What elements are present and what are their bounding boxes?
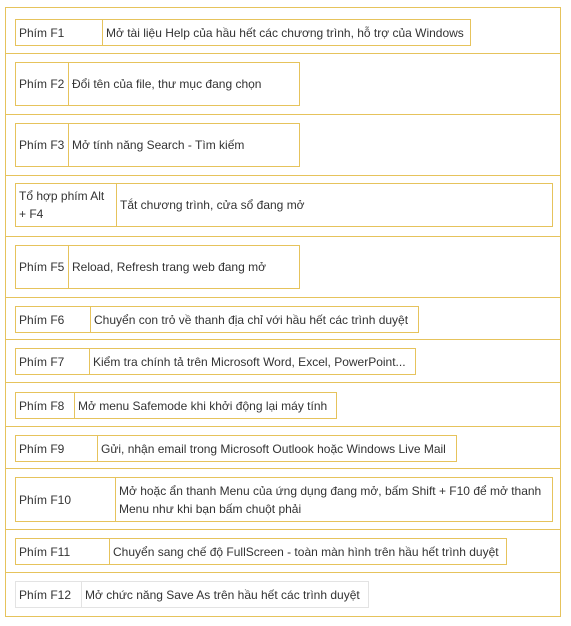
shortcut-key: Tổ hợp phím Alt + F4 [16,184,117,227]
shortcut-description: Mở menu Safemode khi khởi động lại máy tính [75,393,337,419]
shortcut-table [15,183,553,227]
shortcut-key: Phím F6 [16,307,91,333]
shortcut-row-f9 [5,427,561,469]
shortcut-description: Chuyển sang chế độ FullScreen - toàn màn hình trên hầu hết trình duyệt [110,539,507,565]
shortcut-row-f3 [5,115,561,176]
table-row [16,184,553,227]
shortcut-table [15,581,369,608]
shortcut-description: Tắt chương trình, cửa sổ đang mở [117,184,553,227]
shortcut-row-f7 [5,340,561,383]
table-row [16,539,507,565]
shortcut-description: Chuyển con trỏ về thanh địa chỉ với hầu hết các trình duyệt [91,307,419,333]
shortcut-key: Phím F7 [16,349,90,375]
shortcut-table [15,123,300,167]
shortcut-row-f1 [5,7,561,54]
table-row [16,307,419,333]
shortcut-row-f10 [5,469,561,530]
table-row [16,349,416,375]
shortcut-table [15,62,300,106]
shortcut-row-f12 [5,573,561,617]
shortcut-table [15,435,457,462]
table-row [16,124,300,167]
shortcut-description: Mở hoặc ẩn thanh Menu của ứng dụng đang mở, bấm Shift + F10 để mở thanh Menu như khi bạn bấm chuột phải [116,478,553,522]
shortcut-description: Mở tài liệu Help của hầu hết các chương trình, hỗ trợ của Windows [103,20,471,46]
table-row [16,582,369,608]
shortcut-table [15,538,507,565]
shortcut-row-alt-f4 [5,176,561,237]
shortcut-key: Phím F8 [16,393,75,419]
shortcut-key: Phím F11 [16,539,110,565]
table-row [16,478,553,522]
shortcut-table [15,306,419,333]
shortcut-description: Đổi tên của file, thư mục đang chọn [69,63,300,106]
shortcut-row-f5 [5,237,561,298]
shortcut-row-f11 [5,530,561,573]
shortcut-table [15,477,553,522]
shortcut-key: Phím F10 [16,478,116,522]
shortcut-key: Phím F1 [16,20,103,46]
table-row [16,246,300,289]
shortcut-key: Phím F5 [16,246,69,289]
table-row [16,436,457,462]
shortcut-table [15,19,471,46]
table-row [16,20,471,46]
table-row [16,63,300,106]
shortcut-description: Mở tính năng Search - Tìm kiếm [69,124,300,167]
shortcut-key: Phím F2 [16,63,69,106]
table-row [16,393,337,419]
shortcut-key: Phím F12 [16,582,82,608]
shortcut-row-f8 [5,383,561,427]
shortcut-table [15,348,416,375]
shortcut-row-f2 [5,54,561,115]
shortcut-row-f6 [5,298,561,340]
shortcut-description: Kiểm tra chính tả trên Microsoft Word, Excel, PowerPoint... [90,349,416,375]
shortcut-description: Mở chức năng Save As trên hầu hết các trình duyệt [82,582,369,608]
shortcut-key: Phím F9 [16,436,98,462]
shortcut-key: Phím F3 [16,124,69,167]
shortcut-description: Gửi, nhận email trong Microsoft Outlook hoặc Windows Live Mail [98,436,457,462]
shortcut-table [15,392,337,419]
shortcut-description: Reload, Refresh trang web đang mở [69,246,300,289]
shortcut-table [15,245,300,289]
